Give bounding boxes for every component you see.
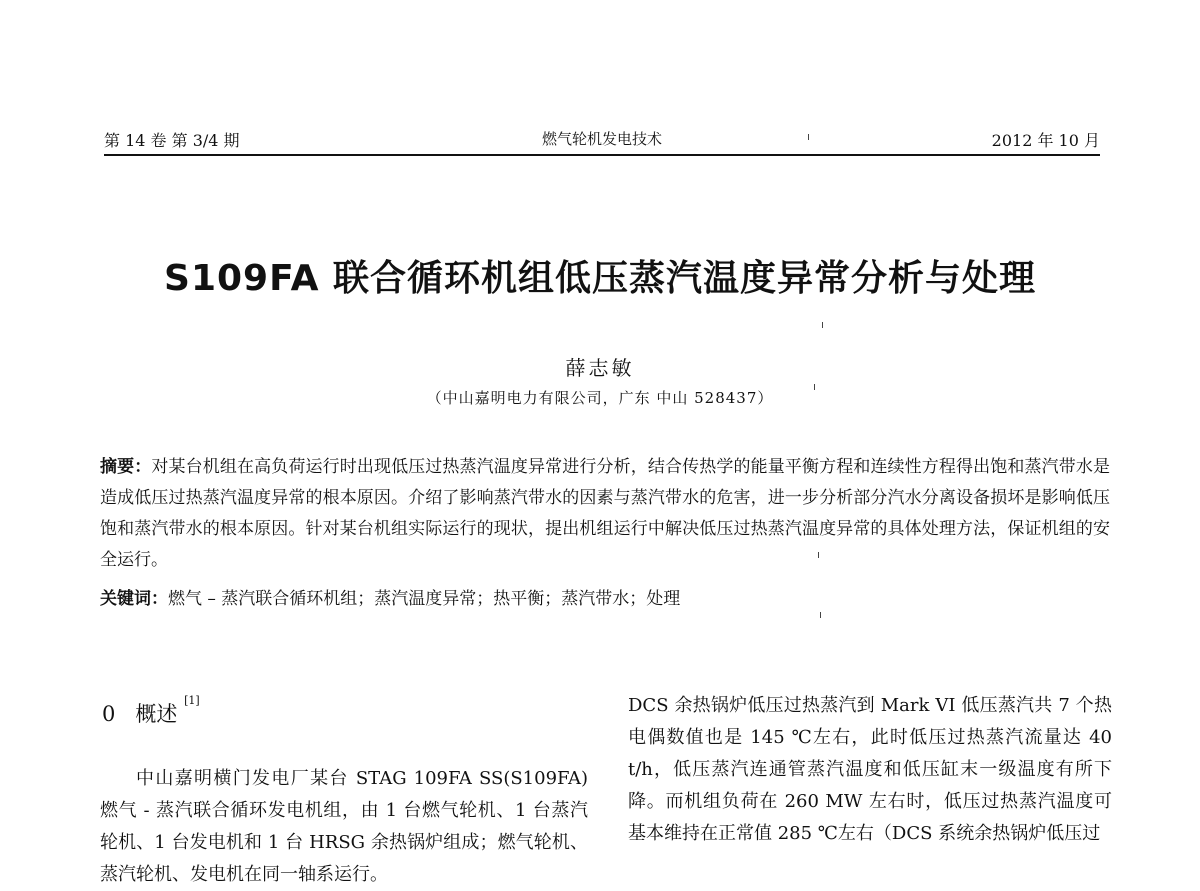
issue-date: 2012 年 10 月 xyxy=(991,131,1100,150)
abstract-label: 摘要： xyxy=(100,457,152,477)
section-title: 概述 xyxy=(135,702,178,726)
body-paragraph: 中山嘉明横门发电厂某台 STAG 109FA SS(S109FA) 燃气 - 蒸汽联合循环发电机组，由 1 台燃气轮机、1 台蒸汽轮机、1 台发电机和 1 台 HRSG 余热锅炉组成；燃气轮机、蒸汽轮机、发电机在同一轴系运行。 xyxy=(100,768,588,885)
scan-artifact xyxy=(808,134,809,140)
author-name: 薛志敏 xyxy=(565,356,635,380)
keywords-text: 燃气 – 蒸汽联合循环机组；蒸汽温度异常；热平衡；蒸汽带水；处理 xyxy=(168,589,681,609)
article-title: S109FA 联合循环机组低压蒸汽温度异常分析与处理 xyxy=(164,258,1036,299)
volume-issue: 第 14 卷 第 3/4 期 xyxy=(104,131,240,150)
left-column xyxy=(100,763,588,891)
abstract xyxy=(100,452,1110,576)
scan-artifact xyxy=(822,322,823,328)
author-affiliation: （中山嘉明电力有限公司，广东 中山 528437） xyxy=(426,389,774,407)
scan-artifact xyxy=(818,552,819,558)
section-number: 0 xyxy=(102,702,116,726)
keywords-label: 关键词： xyxy=(100,589,168,609)
body-paragraph: DCS 余热锅炉低压过热蒸汽到 Mark VI 低压蒸汽共 7 个热电偶数值也是 145 ℃左右，此时低压过热蒸汽流量达 40 t/h，低压蒸汽连通管蒸汽温度和低压缸末一级温度有所下降。而机组负荷在 260 MW 左右时，低压过热蒸汽温度可基本维持在正常值 285 ℃左右（DCS 系统余热锅炉低压过 xyxy=(628,695,1112,844)
section-heading xyxy=(102,694,200,728)
abstract-text: 对某台机组在高负荷运行时出现低压过热蒸汽温度异常进行分析，结合传热学的能量平衡方程和连续性方程得出饱和蒸汽带水是造成低压过热蒸汽温度异常的根本原因。介绍了影响蒸汽带水的因素与蒸汽带水的危害，进一步分析部分汽水分离设备损坏是影响低压饱和蒸汽带水的根本原因。针对某台机组实际运行的现状，提出机组运行中解决低压过热蒸汽温度异常的具体处理方法，保证机组的安全运行。 xyxy=(100,457,1111,570)
keywords xyxy=(100,584,1110,615)
scan-artifact xyxy=(820,612,821,618)
right-column xyxy=(628,690,1112,850)
running-header xyxy=(104,128,1100,156)
section-reference: [1] xyxy=(184,694,200,707)
scan-artifact xyxy=(814,384,815,390)
journal-name: 燃气轮机发电技术 xyxy=(541,130,662,148)
